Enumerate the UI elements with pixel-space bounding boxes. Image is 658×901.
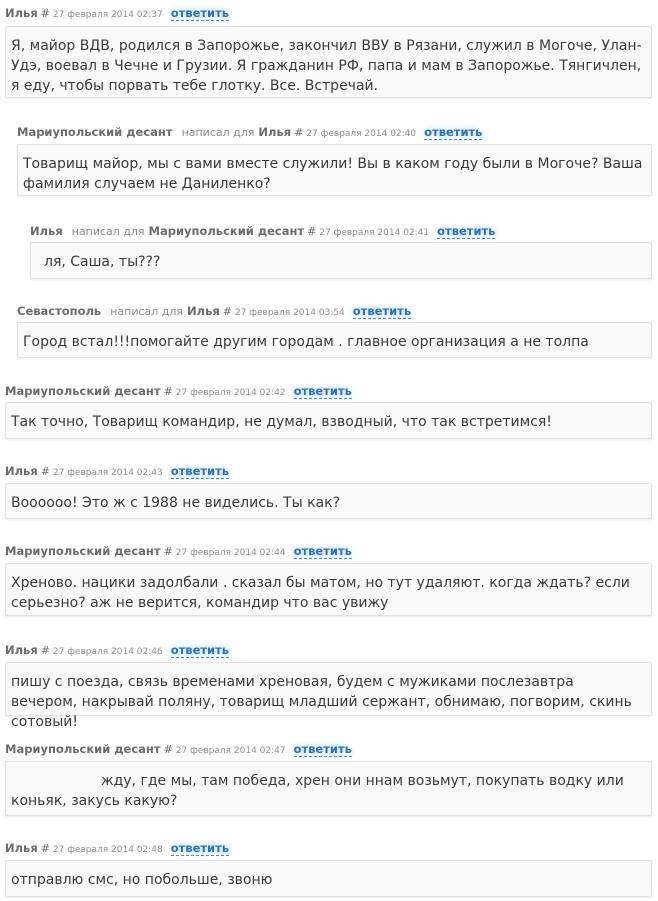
comment-meta — [5, 642, 229, 658]
comment-author[interactable]: Илья — [5, 464, 38, 478]
permalink-hash[interactable]: # — [294, 126, 304, 139]
comment-text: пишу с поезда, связь временами хреновая, будем с мужиками послезавтра вечером, накрывай поляну, товарищ младший сержант, обнимаю, погворим, скинь сотовый! — [11, 674, 632, 730]
permalink-hash[interactable]: # — [163, 385, 173, 398]
comment-body — [5, 761, 652, 816]
comment-body — [5, 483, 652, 519]
comment-date: 27 февраля 2014 02:42 — [175, 388, 286, 398]
comment-text: Воооооо! Это ж с 1988 не виделись. Ты как? — [11, 495, 341, 511]
reply-link[interactable]: ответить — [352, 304, 412, 318]
comment-author[interactable]: Севастополь — [17, 304, 102, 318]
reply-target[interactable]: Илья — [187, 304, 220, 318]
comment-text: ля, Саша, ты??? — [44, 254, 161, 270]
wrote-for-label: написал для — [181, 126, 255, 139]
comment-author[interactable]: Мариупольский десант — [5, 742, 161, 756]
reply-link[interactable]: ответить — [437, 224, 496, 238]
comment-date: 27 февраля 2014 02:40 — [306, 129, 417, 139]
permalink-hash[interactable]: # — [40, 7, 50, 20]
permalink-hash[interactable]: # — [40, 465, 50, 478]
comment-author[interactable]: Мариупольский десант — [5, 384, 161, 398]
comment-meta — [5, 741, 352, 757]
comment-meta — [30, 223, 495, 239]
comment-body — [30, 242, 652, 279]
comment-body — [5, 563, 652, 616]
comment-body — [17, 322, 652, 358]
permalink-hash[interactable]: # — [163, 743, 173, 756]
comment-author[interactable]: Илья — [30, 224, 63, 238]
reply-link[interactable]: ответить — [293, 742, 352, 756]
comment-author[interactable]: Илья — [5, 6, 38, 20]
comment-date: 27 февраля 2014 02:41 — [319, 228, 430, 238]
comment-text: Город встал!!!помогайте другим городам . главное организация а не толпа — [23, 334, 589, 350]
reply-link[interactable]: ответить — [293, 544, 352, 558]
reply-link[interactable]: ответить — [424, 125, 483, 139]
comment-meta — [5, 383, 352, 399]
comment-body — [5, 402, 652, 439]
comment-date: 27 февраля 2014 02:44 — [175, 548, 286, 558]
comment-date: 27 февраля 2014 02:43 — [52, 468, 163, 478]
permalink-hash[interactable]: # — [222, 305, 232, 318]
comment-meta — [5, 840, 229, 856]
comment-body — [5, 26, 652, 98]
comment-meta — [17, 303, 411, 319]
reply-link[interactable]: ответить — [170, 643, 230, 657]
reply-link[interactable]: ответить — [170, 6, 230, 20]
comment-meta — [5, 5, 229, 21]
comment-body — [5, 860, 652, 897]
permalink-hash[interactable]: # — [40, 842, 50, 855]
permalink-hash[interactable]: # — [163, 545, 173, 558]
comment-date: 27 февраля 2014 02:46 — [52, 647, 163, 657]
reply-target[interactable]: Мариупольский десант — [148, 224, 305, 238]
comment-body — [17, 144, 652, 196]
comment-author[interactable]: Илья — [5, 841, 38, 855]
comment-date: 27 февраля 2014 02:37 — [52, 10, 163, 20]
comment-meta — [17, 124, 482, 140]
comment-author[interactable]: Мариупольский десант — [5, 544, 161, 558]
comment-text: жду, где мы, там победа, хрен они ннам возьмут, покупать водку или коньяк, закусь какую? — [11, 773, 624, 809]
comment-meta — [5, 543, 352, 559]
comment-date: 27 февраля 2014 02:48 — [52, 845, 163, 855]
wrote-for-label: написал для — [71, 225, 145, 238]
reply-link[interactable]: ответить — [293, 384, 352, 398]
comment-author[interactable]: Мариупольский десант — [17, 125, 173, 139]
reply-link[interactable]: ответить — [170, 464, 230, 478]
permalink-hash[interactable]: # — [40, 644, 50, 657]
comment-text: Хреново. нацики задолбали . сказал бы матом, но тут удаляют. когда ждать? если серьезно? аж не верится, командир что вас увижу — [11, 575, 630, 611]
comment-text: отправлю смс, но побольше, звоню — [11, 872, 273, 888]
comment-body — [5, 662, 652, 730]
comment-text: Товарищ майор, мы с вами вместе служили! Вы в каком году были в Могоче? Ваша фамилия случаем не Даниленко? — [23, 156, 643, 192]
comment-text: Я, майор ВДВ, родился в Запорожье, закончил ВВУ в Рязани, служил в Могоче, Улан-Удэ, воевал в Чечне и Грузии. Я гражданин РФ, папа и мам в Запорожье. Тянгичлен, я еду, чтобы порвать тебе глотку. Все. Встречай. — [11, 38, 642, 94]
comment-date: 27 февраля 2014 03:54 — [234, 308, 345, 318]
reply-link[interactable]: ответить — [170, 841, 230, 855]
comment-date: 27 февраля 2014 02:47 — [175, 746, 286, 756]
comment-meta — [5, 463, 229, 479]
comment-author[interactable]: Илья — [5, 643, 38, 657]
comment-text: Так точно, Товарищ командир, не думал, взводный, что так встретимся! — [11, 414, 552, 430]
reply-target[interactable]: Илья — [258, 125, 292, 139]
wrote-for-label: написал для — [110, 305, 184, 318]
permalink-hash[interactable]: # — [307, 225, 317, 238]
